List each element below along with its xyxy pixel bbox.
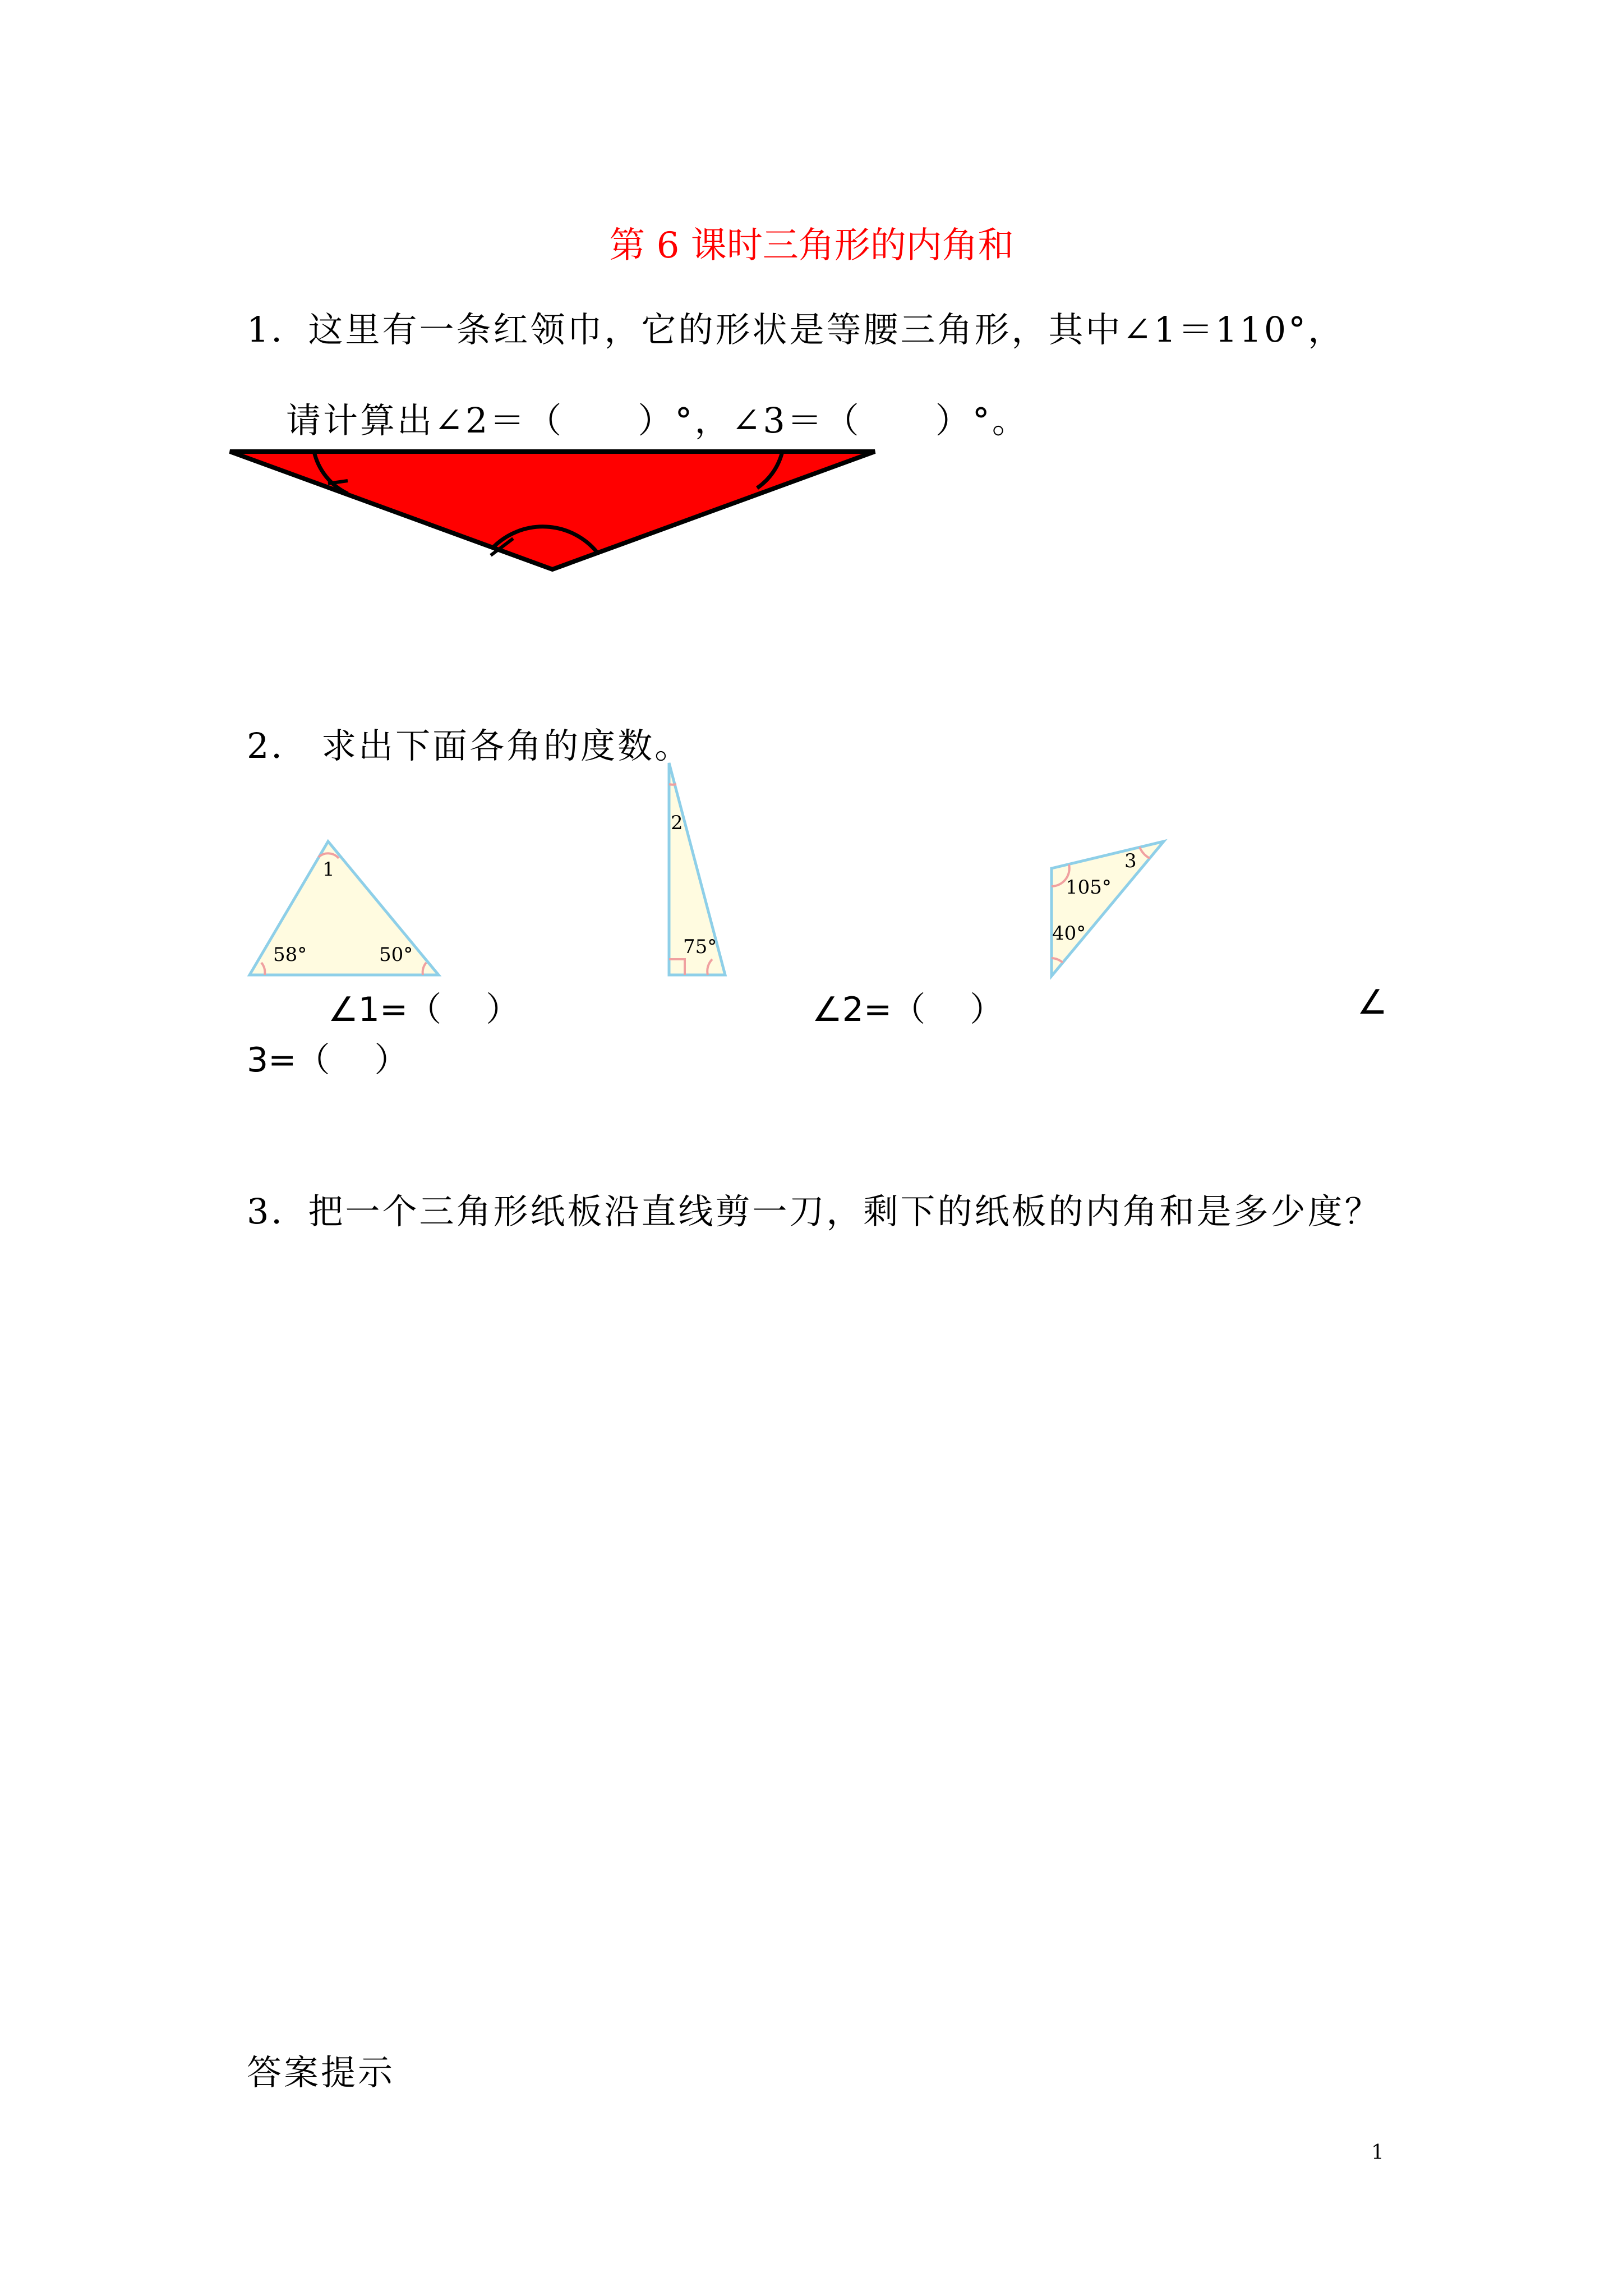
answers-heading: 答案提示 bbox=[247, 2052, 395, 2093]
question-3: 3．把一个三角形纸板沿直线剪一刀，剩下的纸板的内角和是多少度？ bbox=[247, 1191, 1382, 1232]
triangle-b-angle-2: 2 bbox=[671, 812, 683, 834]
answer-blank-angle-3-symbol: ∠ bbox=[1357, 983, 1387, 1022]
page-title: 第 6 课时三角形的内角和 bbox=[609, 225, 1014, 266]
triangle-c-angle-3: 3 bbox=[1124, 850, 1137, 872]
triangle-a-angle-50: 50° bbox=[379, 944, 413, 966]
question-2-prompt: 2． 求出下面各角的度数。 bbox=[247, 725, 692, 766]
page-number: 1 bbox=[1371, 2141, 1384, 2164]
triangle-c-angle-105: 105° bbox=[1066, 876, 1112, 899]
question-1-line-2: 请计算出∠2＝（ ）°，∠3＝（ ）°。 bbox=[286, 400, 1029, 441]
question-1-line-1: 1．这里有一条红领巾，它的形状是等腰三角形，其中∠1＝110°， bbox=[247, 309, 1345, 350]
triangle-a-angle-58: 58° bbox=[273, 944, 307, 966]
answer-blank-angle-3: 3=（ ） bbox=[247, 1041, 408, 1080]
triangle-b-angle-75: 75° bbox=[683, 936, 717, 958]
answer-blank-angle-1: ∠1=（ ） bbox=[328, 990, 520, 1029]
triangle-a-angle-1: 1 bbox=[322, 858, 335, 881]
answer-blank-angle-2: ∠2=（ ） bbox=[812, 990, 1004, 1029]
triangle-c-angle-40: 40° bbox=[1052, 922, 1086, 945]
